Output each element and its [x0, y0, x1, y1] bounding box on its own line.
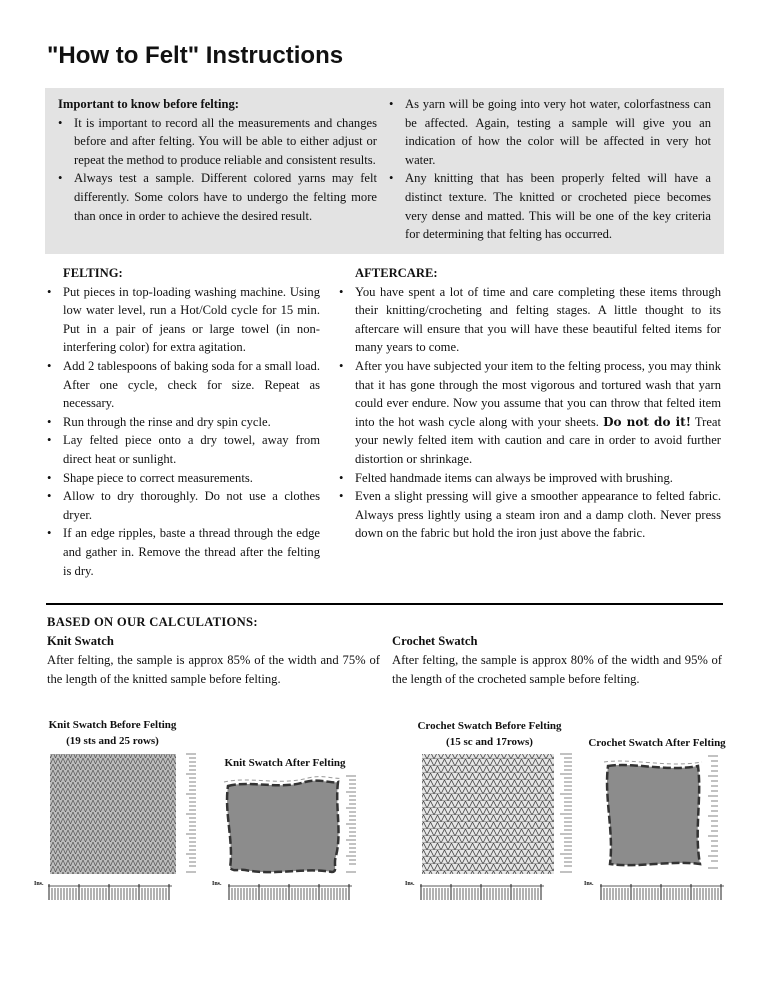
list-item: • Lay felted piece onto a dry towel, away from direct heat or sunlight.: [47, 431, 320, 468]
knit-after-caption: Knit Swatch After Felting: [224, 757, 346, 769]
list-item: [339, 357, 721, 469]
crochet-swatch-heading: Crochet Swatch: [392, 634, 478, 648]
calculations-knit: [47, 613, 380, 689]
aftercare-text: After you have subjected your item to the felting process, you may think that it has gone through the most vigorous and tortured wash that yarn could ever endure. Now you assume that you can throw that felted item into the hot wash cycle along with your sheets.: [355, 358, 721, 429]
caption-line: Crochet Swatch Before Felting: [417, 720, 562, 732]
ruler-crochet-after: [600, 884, 726, 900]
list-item: • It is important to record all the measurements and changes before and after felting. You will be able to either adjust or repeat the method to produce reliable and consistent results.: [58, 114, 377, 170]
knit-before-caption: [35, 717, 190, 749]
list-item: • Run through the rinse and dry spin cycle.: [47, 413, 320, 432]
ruler-unit-label: Ins.: [212, 881, 222, 887]
list-item: • As yarn will be going into very hot water, colorfastness can be affected. Again, testing a sample will give you an indication of how the color will be affected in very hot water.: [389, 95, 711, 169]
crochet-swatch-text: After felting, the sample is approx 80% of the width and 95% of the length of the crocheted sample before felting.: [392, 653, 722, 686]
aftercare-column: [339, 264, 721, 543]
list-item: • Add 2 tablespoons of baking soda for a small load. After one cycle, check for size. Repeat as necessary.: [47, 357, 320, 413]
crochet-after-caption: Crochet Swatch After Felting: [588, 737, 726, 749]
crochet-swatch-after-image: [598, 752, 733, 880]
knit-swatch-text: After felting, the sample is approx 85% of the width and 75% of the length of the knitted sample before felting.: [47, 653, 380, 686]
ruler-unit-label: Ins.: [34, 881, 44, 887]
list-item: • Even a slight pressing will give a smoother appearance to felted fabric. Always press lightly using a steam iron and a damp cloth. Never press down on the fabric but hold the iron just above the fabric.: [339, 487, 721, 543]
caption-line: (15 sc and 17rows): [446, 736, 533, 748]
list-item: • Always test a sample. Different colored yarns may felt differently. Some colors have to undergo the felting more than once in order to achieve the desired result.: [58, 169, 377, 225]
page-title: "How to Felt" Instructions: [47, 42, 344, 69]
important-right-column: [389, 95, 711, 244]
list-item: • Shape piece to correct measurements.: [47, 469, 320, 488]
list-item: • Allow to dry thoroughly. Do not use a clothes dryer.: [47, 487, 320, 524]
list-item: • Put pieces in top-loading washing machine. Using low water level, run a Hot/Cold cycle for 15 min. Put in a pair of jeans or large towel (in non-interfering color) for extra agitation.: [47, 283, 320, 357]
list-item: • Felted handmade items can always be improved with brushing.: [339, 469, 721, 488]
calculations-crochet: [392, 632, 722, 689]
ruler-unit-label: Ins.: [405, 881, 415, 887]
felting-heading: FELTING:: [63, 266, 123, 280]
warning-text: Do not do it!: [603, 414, 691, 429]
ruler-crochet-before: [420, 884, 546, 900]
ruler-knit-after: [228, 884, 354, 900]
ruler-unit-label: Ins.: [584, 881, 594, 887]
felting-column: [47, 264, 320, 580]
ruler-knit-before: [48, 884, 174, 900]
crochet-swatch-before-image: [420, 752, 575, 880]
calculations-heading: BASED ON OUR CALCULATIONS:: [47, 615, 258, 629]
aftercare-heading: AFTERCARE:: [355, 266, 438, 280]
list-item: • You have spent a lot of time and care completing these items through their knitting/crocheting and felting stages. A little thought to its aftercare will ensure that you will have these beautiful felted items for many years to come.: [339, 283, 721, 357]
aftercare-text: Treat your newly felted item with caution and care in order to avoid further distortion or shrinkage.: [355, 414, 722, 466]
important-heading: Important to know before felting:: [58, 97, 239, 111]
list-item: • If an edge ripples, baste a thread through the edge and gather in. Remove the thread after the felting is dry.: [47, 524, 320, 580]
section-divider: [46, 603, 723, 605]
important-left-column: [58, 95, 377, 225]
caption-line: (19 sts and 25 rows): [66, 735, 159, 747]
caption-line: Knit Swatch Before Felting: [48, 719, 177, 731]
crochet-before-caption: [402, 718, 577, 750]
knit-swatch-before-image: [48, 752, 198, 880]
list-item: • Any knitting that has been properly felted will have a distinct texture. The knitted or crocheted piece becomes very dense and matted. This will be one of the key criteria for determining that felting has occurred.: [389, 169, 711, 243]
knit-swatch-heading: Knit Swatch: [47, 634, 114, 648]
knit-swatch-after-image: [220, 772, 360, 880]
